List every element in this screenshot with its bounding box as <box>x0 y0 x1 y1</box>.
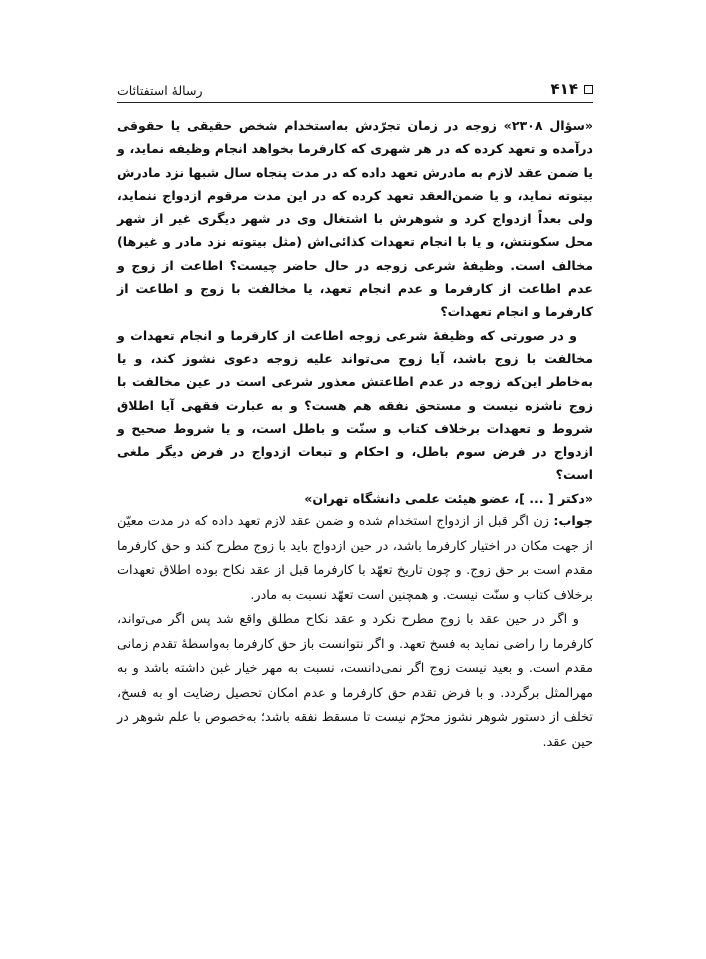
question-signature: «دکتر [ ... ]، عضو هیئت علمی دانشگاه تهران» <box>304 490 593 506</box>
header-rule <box>117 102 593 103</box>
running-title: رسالهٔ استفتائات <box>117 83 203 98</box>
page-number-block <box>551 80 593 98</box>
page-header <box>117 76 593 98</box>
answer-paragraph-1 <box>117 510 593 608</box>
answer-text-1: زن اگر قبل از ازدواج استخدام شده و ضمن عقد لازم تعهد داده که در مدت معیّن از جهت مکان در اختیار کارفرما باشد، در حین ازدواج باید با زوج مطرح کند و حق کارفرما مقدم است بر حق زوج. و چون تاریخ تعهّد با کارفرما قبل از عقد نکاح بوده اطلاق تعهدات برخلاف کتاب و سنّت نیست. و همچنین است تعهّد نسبت به مادر. <box>117 514 593 603</box>
answer-label: جواب: <box>553 514 593 530</box>
page-number: ۴۱۴ <box>550 80 578 98</box>
question-paragraph-2: و در صورتی که وظیفهٔ شرعی زوجه اطاعت از کارفرما و انجام تعهدات و مخالفت با زوج باشد، آیا زوج می‌تواند علیه زوجه دعوی نشوز کند، و یا به‌خاطر این‌که زوجه در عدم اطاعتش معذور شرعی است در عین مخالفت با زوج ناشزه نیست و مستحق نفقه هم هست؟ و به عبارت فقهی آیا اطلاق شروط و تعهدات برخلاف کتاب و سنّت و باطل است، و یا شروط صحیح و ازدواج در فرض سوم باطل، و احکام و تبعات ازدواج در فرض دیگر ملغی است؟ <box>117 327 593 483</box>
square-bullet-icon <box>584 85 593 94</box>
answer-paragraph-2: و اگر در حین عقد با زوج مطرح نکرد و عقد نکاح مطلق واقع شد پس اگر می‌تواند، کارفرما را راضی نماید به فسخ تعهد. و اگر نتوانست باز حق کارفرما به‌واسطهٔ تقدم زمانی مقدم است. و بعید نیست زوج اگر نمی‌دانست، نسبت به مهر خیار غبن داشته باشد و به مهرالمثل برگردد. و با فرض تقدم حق کارفرما و عدم امکان تحصیل رضایت او به فسخ، تخلف از دستور شوهر نشوز محرّم نیست تا مسقط نفقه باشد؛ به‌خصوص با علم شوهر در حین عقد. <box>117 612 593 750</box>
question-paragraph-1: «سؤال ۲۳۰۸» زوجه در زمان تجرّدش به‌استخدام شخص حقیقی یا حقوقی درآمده و تعهد کرده که در هر شهری که کارفرما بخواهد انجام وظیفه نماید، و یا ضمن عقد لازم به مادرش تعهد داده که در مدت پنجاه سال شبها نزد مادرش بیتوته نماید، و یا ضمن‌العقد تعهد کرده که در این مدت مرقوم ازدواج ننماید، ولی بعداً ازدواج کرد و شوهرش با اشتغال وی در شهر دیگری غیر از شهر محل سکونتش، و یا با انجام تعهدات کذائی‌اش (مثل بیتوته نزد مادر و غیرها) مخالف است. وظیفهٔ شرعی زوجه در حال حاضر چیست؟ اطاعت از زوج و عدم اطاعت از کارفرما و عدم انجام تعهد، یا مخالفت با زوج و اطاعت از کارفرما و انجام تعهدات؟ <box>117 118 593 320</box>
page-body <box>117 114 593 755</box>
